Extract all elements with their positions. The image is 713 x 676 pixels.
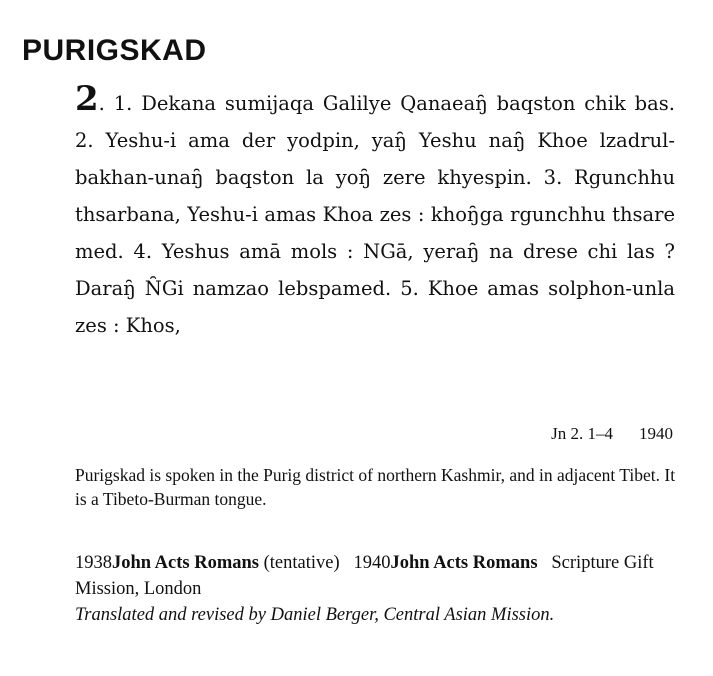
translator-credit: Translated and revised by Daniel Berger, Central Asian Mission. — [75, 605, 555, 625]
edition-year: 1940 — [353, 553, 391, 573]
chapter-number: 2 — [75, 79, 99, 119]
passage-text: . 1. Dekana sumijaqa Galilye Qanaeaŋ̑ baqston chik bas. 2. Yeshu-i ama der yodpin, yaŋ̑ Yeshu naŋ̑ Khoe lzadrul-bakhan-unaŋ̑ baqston la yoŋ̑ zere khyespin. 3. Rgunchhu thsarbana, Yeshu-i amas Khoa zes : khoŋ̑ga rgunchhu thsare med. 4. Yeshus amā mols : NGā, yeraŋ̑ na drese chi las ? Daraŋ̑ N̑Gi namzao lebspamed. 5. Khoe amas solphon-unla zes : Khos, — [75, 92, 675, 337]
language-note: Purigskad is spoken in the Purig district of northern Kashmir, and in adjacent Tibet. It is a Tibeto-Burman tongue. — [75, 465, 676, 509]
reference-year: 1940 — [639, 424, 673, 443]
edition-entry — [75, 550, 685, 602]
editions-list — [75, 550, 685, 628]
passage-reference — [551, 424, 673, 444]
edition-remark: Scripture Gift Mission, London — [75, 553, 654, 599]
edition-books: John Acts Romans — [112, 553, 259, 573]
reference-citation: Jn 2. 1–4 — [551, 424, 613, 443]
scripture-passage — [75, 79, 675, 344]
edition-remark: (tentative) — [263, 553, 340, 573]
edition-year: 1938 — [75, 553, 112, 573]
language-title: PURIGSKAD — [22, 34, 207, 67]
edition-books: John Acts Romans — [390, 553, 538, 573]
